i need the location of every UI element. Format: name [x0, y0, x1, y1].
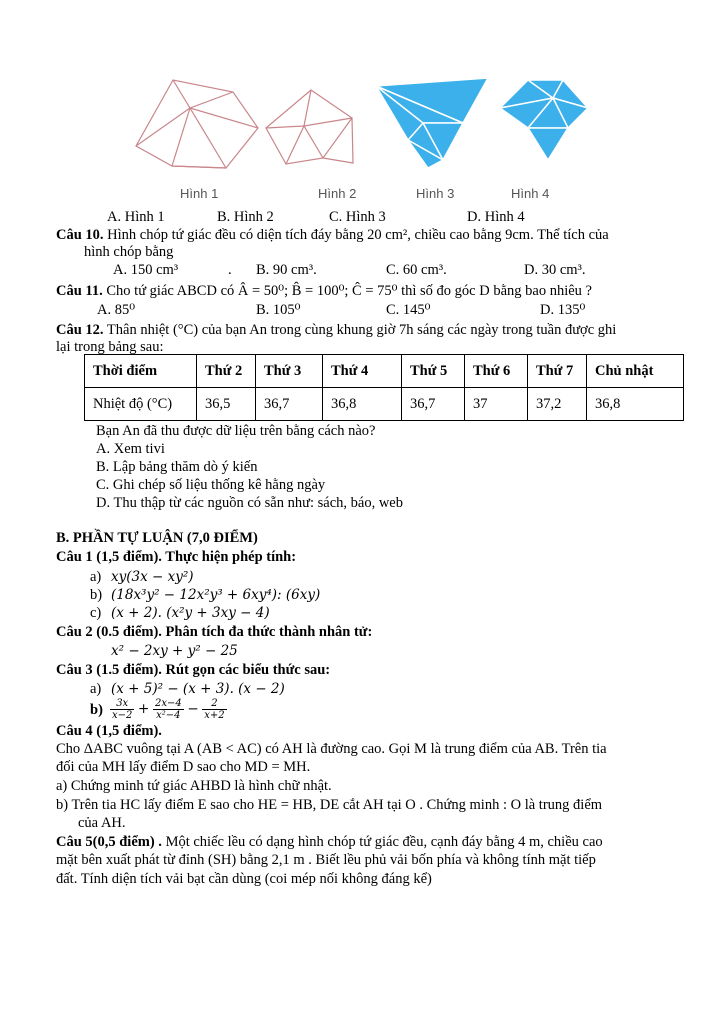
q11-option-a: A. 85⁰ [97, 302, 136, 318]
caption-figure-2: Hình 2 [318, 186, 357, 201]
table-header-cell: Thứ 4 [323, 355, 402, 388]
c4-text-2: đối của MH lấy điểm D sao cho MD = MH. [56, 759, 311, 775]
table-header-cell: Thứ 5 [402, 355, 465, 388]
q12-question: Bạn An đã thu được dữ liệu trên bằng cách nào? [96, 423, 376, 439]
q12-text-1: Thân nhiệt (°C) của bạn An trong cùng khung giờ 7h sáng các ngày trong tuần được ghi [106, 322, 617, 338]
c5-text-1: Một chiếc lều có dạng hình chóp tứ giác đều, cạnh đáy bằng 4 m, chiều cao [165, 834, 603, 850]
table-cell: 37 [465, 388, 528, 421]
table-header-cell: Thời điểm [85, 355, 197, 388]
table-header-cell: Chủ nhật [587, 355, 684, 388]
table-header-cell: Thứ 6 [465, 355, 528, 388]
q9-option-d: D. Hình 4 [467, 209, 525, 225]
c1-expr-a: xy(3x − xy²) [111, 569, 194, 585]
c3-item-b: b) [90, 702, 103, 718]
c1-expr-b: (18x³y² − 12x²y³ + 6xy⁴): (6xy) [111, 587, 321, 603]
q10-option-a: A. 150 cm³ [113, 262, 179, 278]
table-header-cell: Thứ 7 [528, 355, 587, 388]
partb-title: B. PHẦN TỰ LUẬN (7,0 ĐIỂM) [56, 530, 258, 546]
q12-text-2: lại trong bảng sau: [56, 339, 164, 355]
table-row [85, 388, 684, 421]
table-cell: 36,8 [323, 388, 402, 421]
fraction-1: $\frac{3x}{x-2}$ [112, 698, 133, 722]
q11-text: Cho tứ giác ABCD có Â = 50⁰; B̂ = 100⁰; Ĉ = 75⁰ thì số đo góc D bằng bao nhiêu ? [106, 283, 592, 299]
c1-item-c: c) [90, 605, 102, 621]
c3-label: Câu 3 (1.5 điểm). Rút gọn các biểu thức sau: [56, 662, 331, 678]
q11-line [56, 283, 592, 300]
table-row [85, 355, 684, 388]
temperature-table [84, 354, 684, 421]
fraction-2: $\frac{2x-4}{\text{x²−4}}$ [154, 698, 182, 722]
q12-option-b: B. Lập bảng thăm dò ý kiến [96, 459, 258, 475]
q12-option-d: D. Thu thập từ các nguồn có sẵn như: sách, báo, web [96, 495, 403, 511]
nets-svg [128, 68, 608, 183]
table-cell: Nhiệt độ (°C) [85, 388, 197, 421]
q10-option-d: D. 30 cm³. [524, 262, 586, 278]
net-figure-2 [266, 90, 353, 164]
q10-text-1: Hình chóp tứ giác đều có diện tích đáy bằng 20 cm², chiều cao bằng 9cm. Thể tích của [107, 227, 609, 243]
table-cell: 37,2 [528, 388, 587, 421]
table-cell: 36,7 [256, 388, 323, 421]
pyramid-nets-figure [128, 68, 608, 208]
operator-plus: + [138, 701, 150, 717]
caption-figure-1: Hình 1 [180, 186, 219, 201]
q10-text-2: hình chóp bằng [84, 244, 174, 260]
table-header-cell: Thứ 2 [197, 355, 256, 388]
net-figure-3 [376, 78, 488, 168]
c5-text-3: đất. Tính diện tích vải bạt cần dùng (coi mép nối không đáng kể) [56, 871, 432, 887]
c1-item-a: a) [90, 569, 102, 585]
q10-option-c: C. 60 cm³. [386, 262, 447, 278]
net-figure-4 [500, 80, 588, 160]
c1-item-b: b) [90, 587, 103, 603]
operator-minus: − [187, 701, 199, 717]
table-cell: 36,5 [197, 388, 256, 421]
q12-option-c: C. Ghi chép số liệu thống kê hằng ngày [96, 477, 326, 493]
net-figure-1 [136, 80, 258, 168]
q11-option-c: C. 145⁰ [386, 302, 431, 318]
c2-expr: x² − 2xy + y² − 25 [111, 643, 238, 659]
caption-figure-4: Hình 4 [511, 186, 550, 201]
q11-label: Câu 11. [56, 283, 103, 299]
c2-label: Câu 2 (0.5 điểm). Phân tích đa thức thành nhân tử: [56, 624, 373, 640]
c4-part-a: a) Chứng minh tứ giác AHBD là hình chữ nhật. [56, 778, 332, 794]
q10-line-1 [56, 227, 609, 244]
table-cell: 36,7 [402, 388, 465, 421]
c5-label: Câu 5(0,5 điểm) . [56, 834, 162, 850]
c3-expr-a: (x + 5)² − (x + 3). (x − 2) [111, 681, 285, 697]
c4-part-b-1: b) Trên tia HC lấy điểm E sao cho HE = HB, DE cắt AH tại O . Chứng minh : O là trung điểm [56, 797, 603, 813]
q12-label: Câu 12. [56, 322, 104, 338]
caption-figure-3: Hình 3 [416, 186, 455, 201]
q11-option-b: B. 105⁰ [256, 302, 301, 318]
c4-label: Câu 4 (1,5 điểm). [56, 723, 162, 739]
c1-label: Câu 1 (1,5 điểm). Thực hiện phép tính: [56, 549, 297, 565]
q9-option-a: A. Hình 1 [107, 209, 165, 225]
table-cell: 36,8 [587, 388, 684, 421]
c3-expr-b [110, 697, 227, 721]
c1-expr-c: (x + 2). (x²y + 3xy − 4) [111, 605, 270, 621]
fraction-3: $\frac{2}{x+2}$ [204, 698, 225, 722]
q12-option-a: A. Xem tivi [96, 441, 165, 457]
q11-option-d: D. 135⁰ [540, 302, 586, 318]
q9-option-b: B. Hình 2 [217, 209, 274, 225]
q10-option-b: B. 90 cm³. [256, 262, 317, 278]
q12-line-1 [56, 322, 616, 339]
q10-separator: . [228, 262, 232, 278]
c3-item-a: a) [90, 681, 102, 697]
q9-option-c: C. Hình 3 [329, 209, 386, 225]
c4-part-b-2: của AH. [78, 815, 126, 831]
q10-label: Câu 10. [56, 227, 104, 243]
c5-text-2: mặt bên xuất phát từ đỉnh (SH) bằng 2,1 m . Biết lều phủ vải bốn phía và không tính mặt tiếp [56, 852, 596, 868]
c5-line-1 [56, 834, 603, 851]
c4-text-1: Cho ΔABC vuông tại A (AB < AC) có AH là đường cao. Gọi M là trung điểm của AB. Trên tia [56, 741, 607, 757]
table-header-cell: Thứ 3 [256, 355, 323, 388]
